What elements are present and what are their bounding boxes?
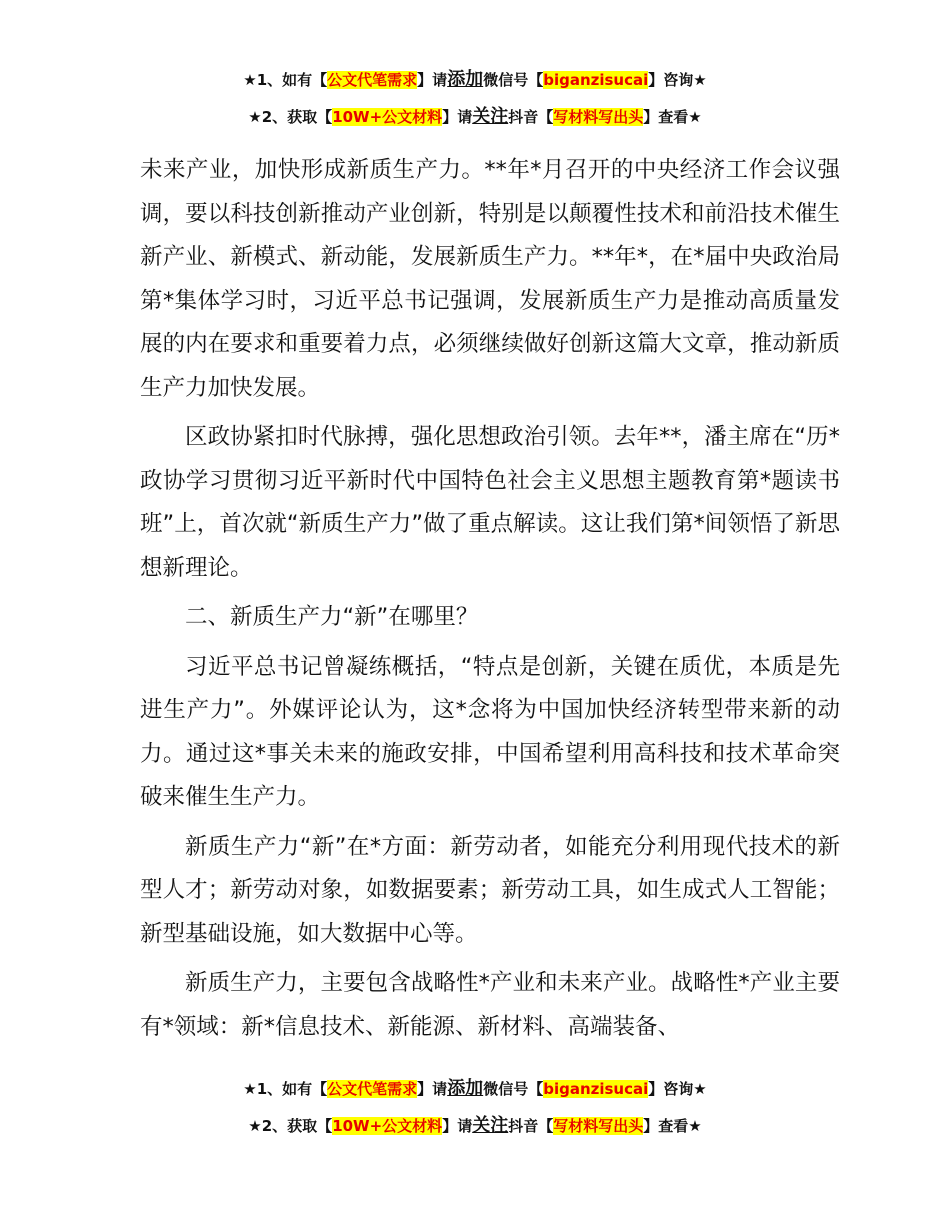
- promo-highlight: 公文代笔需求: [327, 1080, 418, 1098]
- wechat-id-highlight: biganzisucai: [543, 1080, 649, 1098]
- paragraph-4: 新质生产力“新”在*方面：新劳动者，如能充分利用现代技术的新型人才；新劳动对象，如数据要素；新劳动工具，如生成式人工智能；新型基础设施，如大数据中心等。: [140, 833, 840, 947]
- wechat-id-highlight: biganzisucai: [543, 71, 649, 89]
- promo-highlight: 公文代笔需求: [327, 71, 418, 89]
- footer-promo-line-1: ★1、如有【公文代笔需求】请添加微信号【biganzisucai】咨询★: [243, 1078, 707, 1099]
- footer-promo-line-2: ★2、获取【10W+公文材料】请关注抖音【写材料写出头】查看★: [248, 1115, 702, 1136]
- header-promo-line-2: ★2、获取【10W+公文材料】请关注抖音【写材料写出头】查看★: [248, 106, 702, 127]
- section-heading: 二、新质生产力“新”在哪里？: [185, 604, 479, 630]
- promo-highlight: 10W+公文材料: [332, 1117, 443, 1135]
- paragraph-2: 区政协紧扣时代脉搏，强化思想政治引领。去年**，潘主席在“历*政协学习贯彻习近平新时代中国特色社会主义思想主题教育第*题读书班”上，首次就“新质生产力”做了重点解读。这让我们第*间领悟了新思想新理论。: [140, 424, 840, 581]
- header-promo-line-1: ★1、如有【公文代笔需求】请添加微信号【biganzisucai】咨询★: [243, 69, 707, 90]
- douyin-id-highlight: 写材料写出头: [553, 108, 644, 126]
- paragraph-3: 习近平总书记曾凝练概括，“特点是创新，关键在质优，本质是先进生产力”。外媒评论认为，这*念将为中国加快经济转型带来新的动力。通过这*事关未来的施政安排，中国希望利用高科技和技术革命突破来催生生产力。: [140, 653, 840, 810]
- promo-highlight: 10W+公文材料: [332, 108, 443, 126]
- document-body: [140, 149, 840, 1049]
- douyin-id-highlight: 写材料写出头: [553, 1117, 644, 1135]
- paragraph-5: 新质生产力，主要包含战略性*产业和未来产业。战略性*产业主要有*领域：新*信息技术、新能源、新材料、高端装备、: [140, 970, 840, 1040]
- paragraph-1: 未来产业，加快形成新质生产力。**年*月召开的中央经济工作会议强调，要以科技创新推动产业创新，特别是以颠覆性技术和前沿技术催生新产业、新模式、新动能，发展新质生产力。**年*，在*届中央政治局第*集体学习时，习近平总书记强调，发展新质生产力是推动高质量发展的内在要求和重要着力点，必须继续做好创新这篇大文章，推动新质生产力加快发展。: [140, 157, 840, 401]
